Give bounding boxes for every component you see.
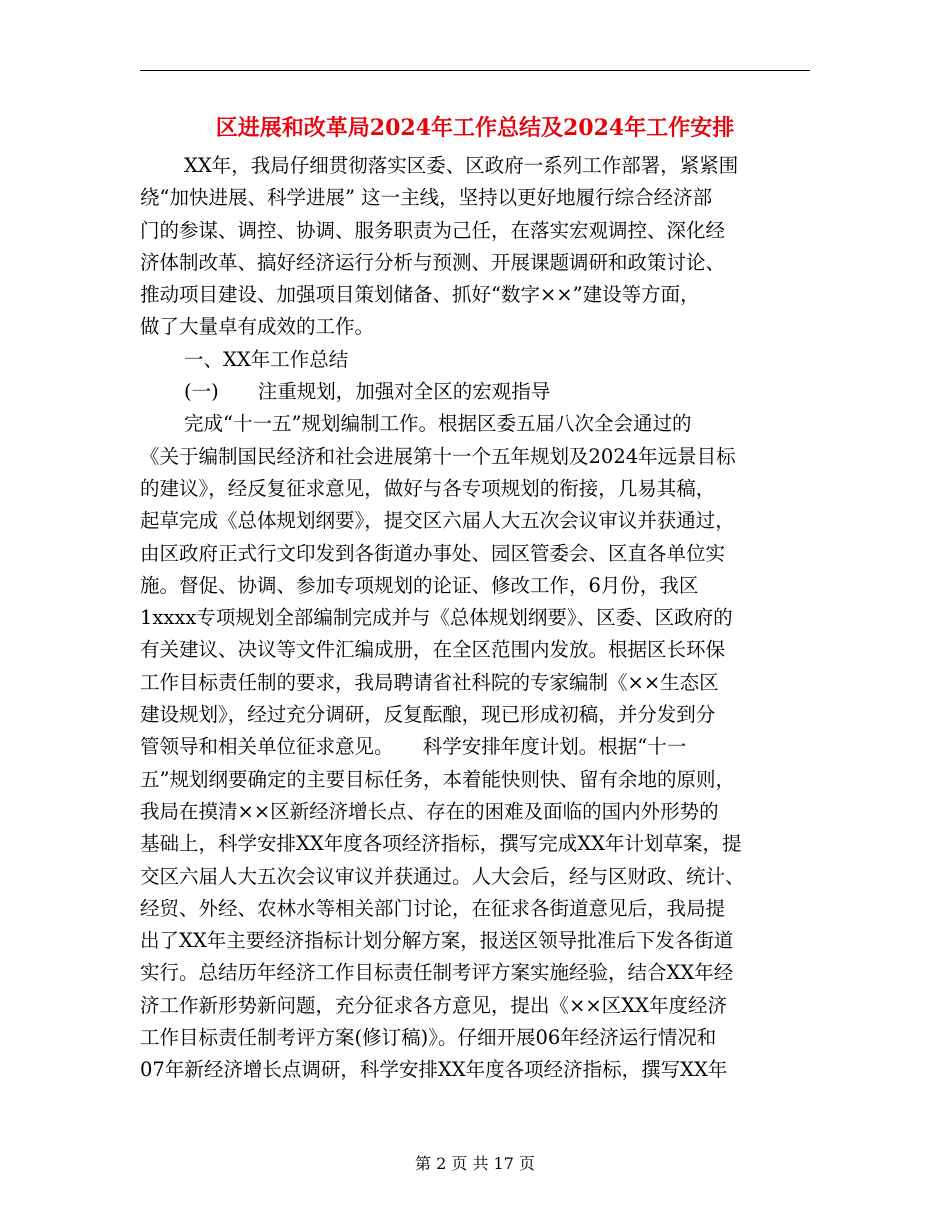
document-title: 区进展和改革局2024年工作总结及2024年工作安排 [215, 115, 735, 141]
body-line: 1xxxx专项规划全部编制完成并与《总体规划纲要》、区委、区政府的 [140, 606, 733, 630]
body-line: 建设规划》，经过充分调研，反复酝酿，现已形成初稿，并分发到分 [140, 703, 716, 727]
subsection-heading: (一) 注重规划，加强对全区的宏观指导 [184, 380, 551, 404]
body-line: 施。督促、协调、参加专项规划的论证、修改工作，6月份，我区 [140, 573, 699, 597]
header-rule [140, 70, 810, 71]
body-line: 绕“加快进展、科学进展” 这一主线，坚持以更好地履行综合经济部 [140, 186, 713, 210]
body-line: 五”规划纲要确定的主要目标任务，本着能快则快、留有余地的原则， [140, 767, 735, 791]
body-line: 济体制改革、搞好经济运行分析与预测、开展课题调研和政策讨论、 [140, 250, 726, 274]
body-line: 由区政府正式行文印发到各街道办事处、园区管委会、区直各单位实 [140, 541, 726, 565]
body-line: XX年，我局仔细贯彻落实区委、区政府一系列工作部署，紧紧围 [184, 154, 739, 177]
body-line: 交区六届人大五次会议审议并获通过。人大会后，经与区财政、统计、 [140, 864, 745, 888]
body-line: 《关于编制国民经济和社会进展第十一个五年规划及2024年远景目标 [140, 444, 736, 468]
document-body [140, 150, 812, 1087]
body-line: 济工作新形势新问题，充分征求各方意见，提出《××区XX年度经济 [140, 993, 727, 1017]
body-line: 推动项目建设、加强项目策划储备、抓好“数字××”建设等方面， [140, 283, 700, 307]
body-line: 有关建议、决议等文件汇编成册，在全区范围内发放。根据区长环保 [140, 638, 726, 662]
body-line: 门的参谋、调控、协调、服务职责为己任，在落实宏观调控、深化经 [140, 218, 726, 242]
section-heading: 一、XX年工作总结 [184, 347, 349, 371]
body-line: 管领导和相关单位征求意见。 科学安排年度计划。根据“十一 [140, 735, 687, 759]
body-line: 工作目标责任制的要求，我局聘请省社科院的专家编制《××生态区 [140, 670, 719, 694]
body-line: 我局在摸清××区新经济增长点、存在的困难及面临的国内外形势的 [140, 799, 719, 823]
body-line: 做了大量卓有成效的工作。 [140, 315, 375, 339]
body-line: 经贸、外经、农林水等相关部门讨论，在征求各街道意见后，我局提 [140, 896, 726, 920]
body-line: 出了XX年主要经济指标计划分解方案，报送区领导批准后下发各街道 [140, 929, 734, 953]
body-line: 工作目标责任制考评方案(修订稿)》。仔细开展06年经济运行情况和 [140, 1026, 717, 1050]
body-line: 的建议》，经反复征求意见，做好与各专项规划的衔接，几易其稿， [140, 476, 716, 500]
body-line: 起草完成《总体规划纲要》，提交区六届人大五次会议审议并获通过， [140, 509, 735, 533]
body-line: 07年新经济增长点调研，科学安排XX年度各项经济指标，撰写XX年 [140, 1058, 728, 1082]
page-number: 第 2 页 共 17 页 [415, 1154, 535, 1173]
body-line: 基础上，科学安排XX年度各项经济指标，撰写完成XX年计划草案，提 [140, 832, 742, 856]
body-line: 实行。总结历年经济工作目标责任制考评方案实施经验，结合XX年经 [140, 961, 734, 985]
body-line: 完成“十一五”规划编制工作。根据区委五届八次全会通过的 [184, 412, 692, 436]
